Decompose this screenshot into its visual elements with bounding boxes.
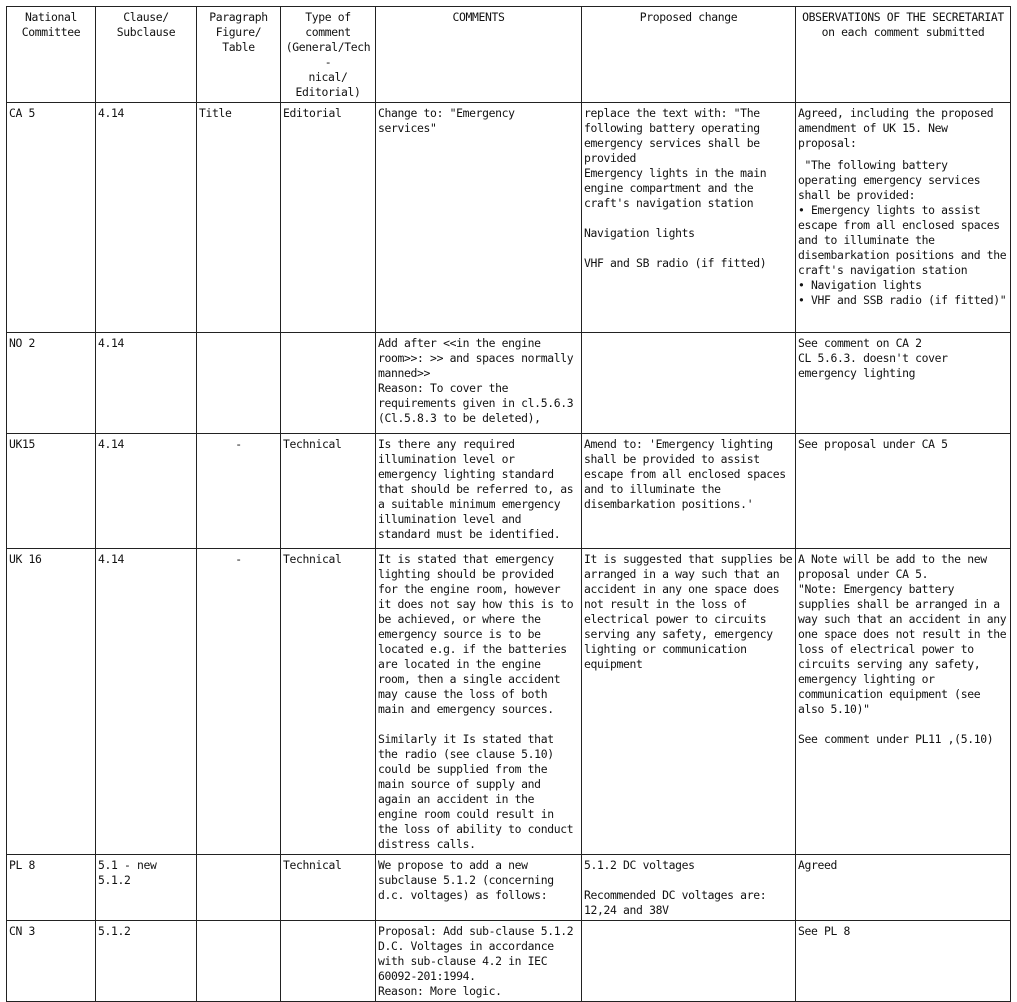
cell-observations: See comment on CA 2 CL 5.6.3. doesn't cover emergency lighting bbox=[796, 333, 1011, 434]
header-national-committee: National Committee bbox=[7, 7, 96, 103]
cell-paragraph bbox=[197, 855, 281, 921]
cell-comments: Change to: "Emergency services" bbox=[376, 103, 582, 333]
cell-proposed-change: It is suggested that supplies be arranged in a way such that an accident in any one space does not result in the loss of electrical power to circuits serving any safety, emergency lighting or communication equipment bbox=[582, 549, 796, 855]
observation-paragraph: See comment under PL11 ,(5.10) bbox=[798, 732, 994, 746]
header-clause: Clause/ Subclause bbox=[96, 7, 197, 103]
cell-observations bbox=[796, 103, 1011, 333]
cell-comments: Proposal: Add sub-clause 5.1.2 D.C. Voltages in accordance with sub-clause 4.2 in IEC 60092-201:1994. Reason: More logic. bbox=[376, 921, 582, 1002]
cell-observations bbox=[796, 549, 1011, 855]
cell-paragraph: - bbox=[197, 549, 281, 855]
cell-clause: 4.14 bbox=[96, 103, 197, 333]
cell-type: Technical bbox=[281, 549, 376, 855]
cell-national-committee: CN 3 bbox=[7, 921, 96, 1002]
cell-national-committee: CA 5 bbox=[7, 103, 96, 333]
cell-paragraph: Title bbox=[197, 103, 281, 333]
comment-paragraph: Similarly it Is stated that the radio (see clause 5.10) could be supplied from the main source of supply and again an accident in the engine room could result in the loss of ability to conduct distress calls. bbox=[378, 732, 580, 851]
cell-comments: We propose to add a new subclause 5.1.2 (concerning d.c. voltages) as follows: bbox=[376, 855, 582, 921]
table-row bbox=[7, 434, 1011, 549]
header-type: Type of comment (General/Tech- nical/ Editorial) bbox=[281, 7, 376, 103]
comment-paragraph: It is stated that emergency lighting should be provided for the engine room, however it does not say how this is to be achieved, or where the emergency source is to be located e.g. if the batteries are located in the engine room, then a single accident may cause the loss of both main and emergency sources. bbox=[378, 552, 580, 716]
cell-type: Editorial bbox=[281, 103, 376, 333]
cell-observations: See proposal under CA 5 bbox=[796, 434, 1011, 549]
cell-paragraph bbox=[197, 333, 281, 434]
table-row bbox=[7, 855, 1011, 921]
cell-paragraph: - bbox=[197, 434, 281, 549]
cell-observations: See PL 8 bbox=[796, 921, 1011, 1002]
cell-proposed-change: Amend to: 'Emergency lighting shall be provided to assist escape from all enclosed spaces and to illuminate the disembarkation positions.' bbox=[582, 434, 796, 549]
cell-comments bbox=[376, 549, 582, 855]
cell-clause: 4.14 bbox=[96, 434, 197, 549]
proposed-paragraph: replace the text with: "The following battery operating emergency services shall be provided Emergency lights in the main engine compartment and the craft's navigation station bbox=[584, 106, 767, 210]
header-proposed-change: Proposed change bbox=[582, 7, 796, 103]
cell-type bbox=[281, 921, 376, 1002]
table-row bbox=[7, 921, 1011, 1002]
cell-clause: 5.1 - new 5.1.2 bbox=[96, 855, 197, 921]
table-row bbox=[7, 103, 1011, 333]
cell-type bbox=[281, 333, 376, 434]
cell-national-committee: UK 16 bbox=[7, 549, 96, 855]
table-row bbox=[7, 333, 1011, 434]
cell-comments: Add after <<in the engine room>>: >> and spaces normally manned>> Reason: To cover the requirements given in cl.5.6.3 (Cl.5.8.3 to be deleted), bbox=[376, 333, 582, 434]
cell-comments: Is there any required illumination level or emergency lighting standard that should be referred to, as a suitable minimum emergency illumination level and standard must be identified. bbox=[376, 434, 582, 549]
cell-proposed-change bbox=[582, 921, 796, 1002]
table-row bbox=[7, 549, 1011, 855]
cell-national-committee: PL 8 bbox=[7, 855, 96, 921]
proposed-paragraph: Recommended DC voltages are: 12,24 and 38V bbox=[584, 888, 773, 917]
observation-paragraph: "The following battery operating emergency services shall be provided: • Emergency lights to assist escape from all enclosed spaces and to illuminate the disembarkation positions and the craft's navigation station • Navigation lights • VHF and SSB radio (if fitted)" bbox=[798, 158, 1007, 307]
cell-proposed-change bbox=[582, 103, 796, 333]
cell-paragraph bbox=[197, 921, 281, 1002]
header-comments: COMMENTS bbox=[376, 7, 582, 103]
proposed-paragraph: 5.1.2 DC voltages bbox=[584, 858, 695, 872]
cell-clause: 5.1.2 bbox=[96, 921, 197, 1002]
cell-observations: Agreed bbox=[796, 855, 1011, 921]
observation-paragraph: A Note will be add to the new proposal under CA 5. "Note: Emergency battery supplies shall be arranged in a way such that an accident in any one space does not result in the loss of electrical power to circuits serving any safety, emergency lighting or communication equipment (see also 5.10)" bbox=[798, 552, 1007, 716]
cell-clause: 4.14 bbox=[96, 333, 197, 434]
cell-national-committee: UK15 bbox=[7, 434, 96, 549]
proposed-paragraph: Navigation lights bbox=[584, 226, 695, 240]
comments-table bbox=[6, 6, 1011, 1002]
cell-proposed-change bbox=[582, 855, 796, 921]
cell-type: Technical bbox=[281, 855, 376, 921]
cell-national-committee: NO 2 bbox=[7, 333, 96, 434]
cell-type: Technical bbox=[281, 434, 376, 549]
header-row bbox=[7, 7, 1011, 103]
header-paragraph: Paragraph Figure/ Table bbox=[197, 7, 281, 103]
cell-clause: 4.14 bbox=[96, 549, 197, 855]
header-observations: OBSERVATIONS OF THE SECRETARIAT on each comment submitted bbox=[796, 7, 1011, 103]
cell-proposed-change bbox=[582, 333, 796, 434]
observation-paragraph: Agreed, including the proposed amendment of UK 15. New proposal: bbox=[798, 106, 1000, 150]
proposed-paragraph: VHF and SB radio (if fitted) bbox=[584, 256, 767, 270]
